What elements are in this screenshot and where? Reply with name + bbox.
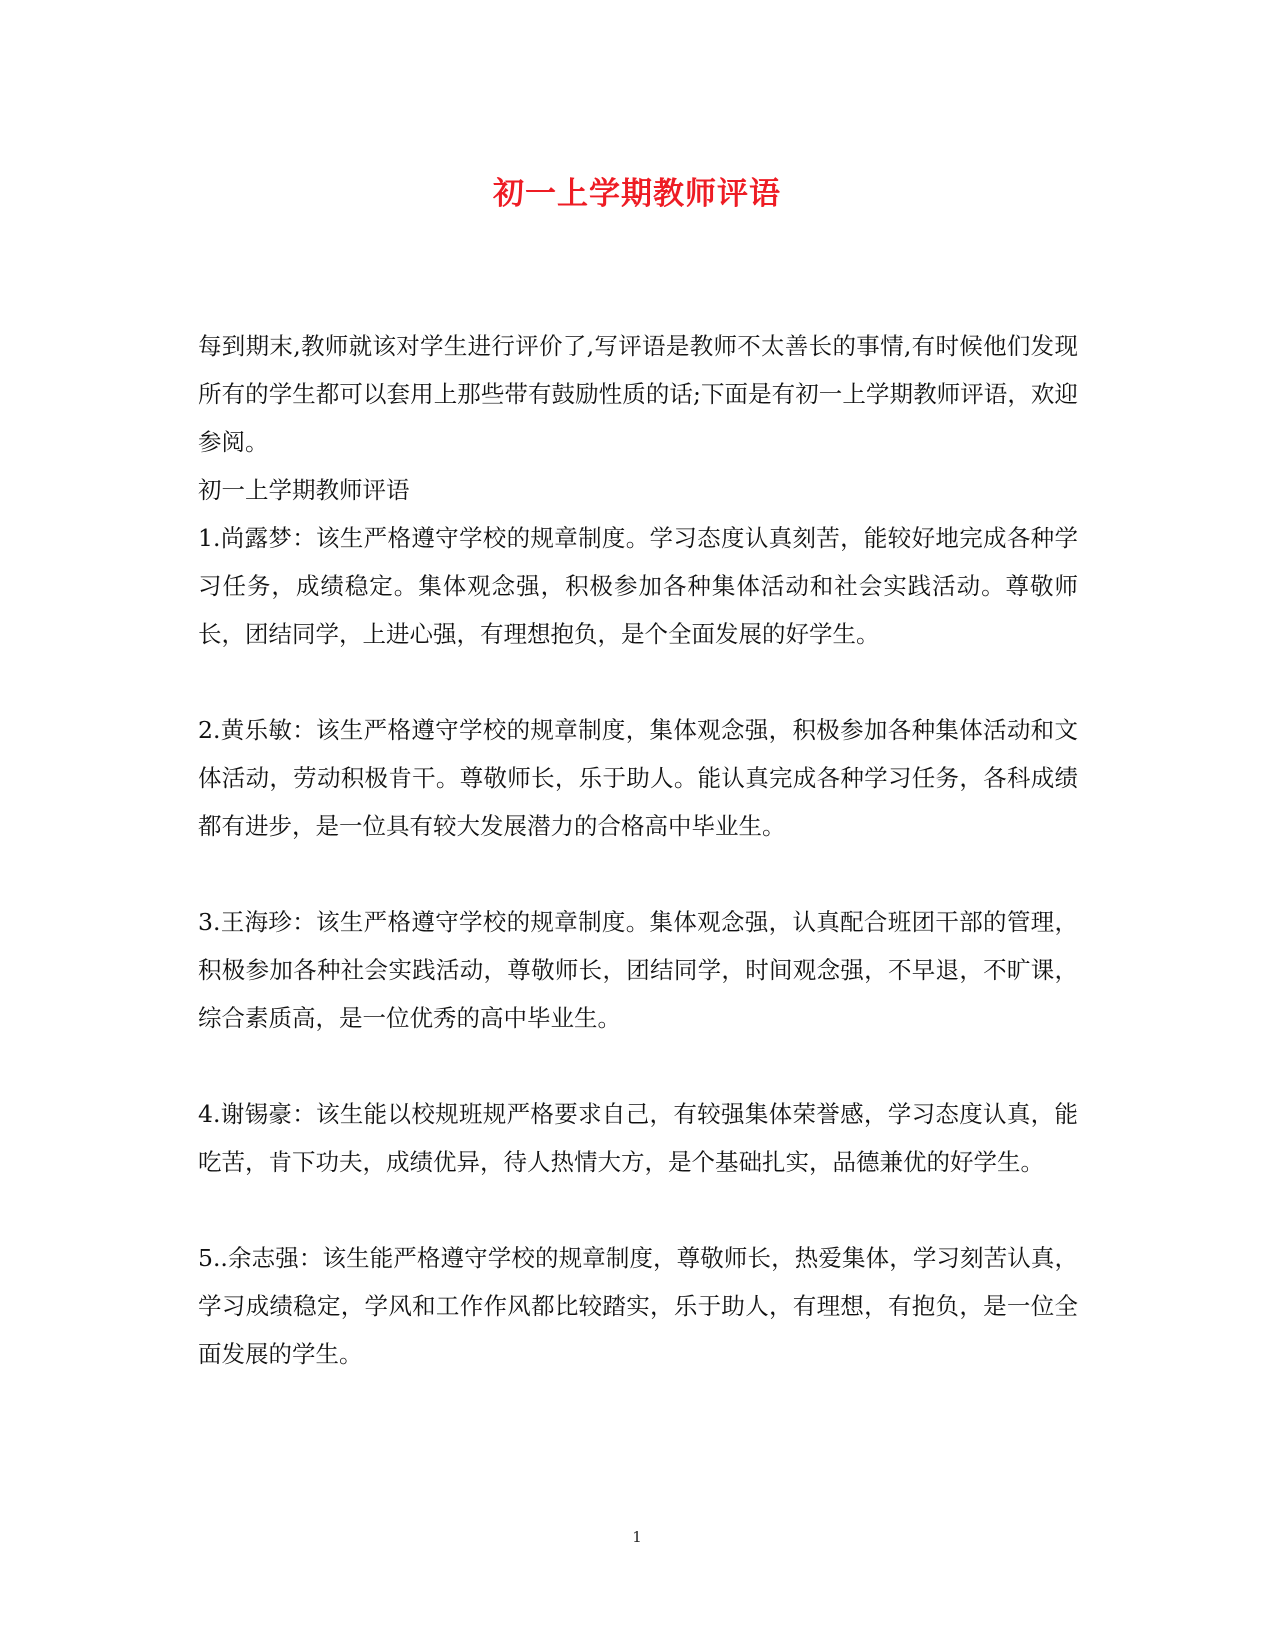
document-body (198, 322, 1078, 1378)
comment-paragraph-5: 5..余志强：该生能严格遵守学校的规章制度，尊敬师长，热爱集体，学习刻苦认真，学习成绩稳定，学风和工作作风都比较踏实，乐于助人，有理想，有抱负，是一位全面发展的学生。 (198, 1244, 1078, 1368)
comment-paragraph-3: 3.王海珍：该生严格遵守学校的规章制度。集体观念强，认真配合班团干部的管理，积极参加各种社会实践活动，尊敬师长，团结同学，时间观念强，不早退，不旷课，综合素质高，是一位优秀的高中毕业生。 (198, 908, 1078, 1032)
section-subtitle: 初一上学期教师评语 (198, 476, 410, 504)
comment-paragraph-1: 1.尚露梦：该生严格遵守学校的规章制度。学习态度认真刻苦，能较好地完成各种学习任务，成绩稳定。集体观念强，积极参加各种集体活动和社会实践活动。尊敬师长，团结同学，上进心强，有理想抱负，是个全面发展的好学生。 (198, 524, 1078, 648)
comment-paragraph-2: 2.黄乐敏：该生严格遵守学校的规章制度，集体观念强，积极参加各种集体活动和文体活动，劳动积极肯干。尊敬师长，乐于助人。能认真完成各种学习任务，各科成绩都有进步，是一位具有较大发展潜力的合格高中毕业生。 (198, 716, 1078, 840)
intro-paragraph: 每到期末,教师就该对学生进行评价了,写评语是教师不太善长的事情,有时候他们发现所有的学生都可以套用上那些带有鼓励性质的话;下面是有初一上学期教师评语，欢迎参阅。 (198, 332, 1078, 456)
page-number: 1 (632, 1528, 642, 1546)
comment-paragraph-4: 4.谢锡豪：该生能以校规班规严格要求自己，有较强集体荣誉感，学习态度认真，能吃苦，肯下功夫，成绩优异，待人热情大方，是个基础扎实，品德兼优的好学生。 (198, 1100, 1078, 1176)
document-title: 初一上学期教师评语 (493, 176, 781, 212)
